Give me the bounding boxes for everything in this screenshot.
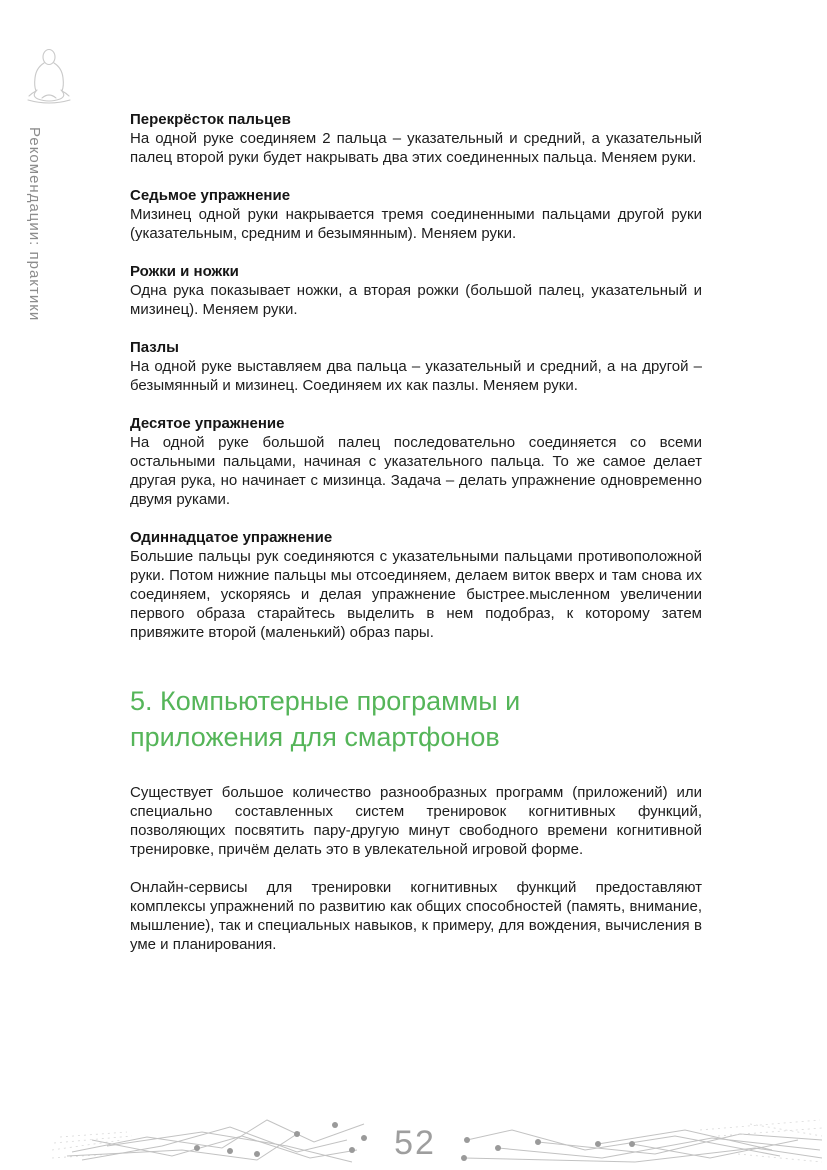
exercise-heading: Пазлы [130,339,179,356]
chapter-paragraph: Онлайн-сервисы для тренировки когнитивных функций предоставляют комплексы упражнений по развитию как общих способностей (память, внимание, мышление), так и специальных навыков, к примеру, для вождения, вычисления в уме и планирования. [130,879,702,953]
sidebar-section-label: Рекомендации: практики [26,127,43,322]
exercise-body: На одной руке большой палец последовательно соединяется со всеми остальными пальцами, начиная с указательного пальца. То же самое делает другая рука, но начинает с мизинца. Задача – делать упражнение одновременно двумя руками. [130,434,702,508]
exercise-section [130,528,702,642]
exercise-body: Большие пальцы рук соединяются с указательными пальцами противоположной руки. Потом нижние пальцы мы отсоединяем, делаем виток вверх и там снова их соединяем, ускоряясь и делая упражнение быстрее.мысленном увеличении первого образа старайтесь выделить в нем подобраз, к которому затем привяжите второй (маленький) образ пары. [130,548,702,641]
meditation-person-icon [24,48,74,113]
exercise-body: На одной руке выставляем два пальца – указательный и средний, а на другой – безымянный и мизинец. Соединяем их как пазлы. Меняем руки. [130,358,702,394]
exercise-heading: Седьмое упражнение [130,187,291,204]
chapter-title: 5. Компьютерные программы и приложения для смартфонов [130,686,521,752]
chapter-paragraph: Существует большое количество разнообразных программ (приложений) или специально составленных систем тренировок когнитивных функций, позволяющих посвятить пару-другую минут свободного времени когнитивной тренировке, причём делать это в увлекательной игровой форме. [130,784,702,858]
exercise-section [130,110,702,167]
exercise-heading: Перекрёсток пальцев [130,111,291,128]
page-number: 52 [394,1124,436,1162]
exercise-body: На одной руке соединяем 2 пальца – указательный и средний, а указательный палец второй руки будет накрывать два этих соединенных пальца. Меняем руки. [130,130,702,166]
exercise-heading: Рожки и ножки [130,263,239,280]
network-lines-decoration-left [52,1110,372,1170]
exercise-section [130,338,702,395]
exercise-body: Мизинец одной руки накрывается тремя соединенными пальцами другой руки (указательным, средним и безымянным). Меняем руки. [130,206,702,242]
exercise-body: Одна рука показывает ножки, а вторая рожки (большой палец, указательный и мизинец). Меняем руки. [130,282,702,318]
exercise-heading: Одиннадцатое упражнение [130,529,333,546]
exercise-section [130,186,702,243]
exercise-section [130,262,702,319]
exercise-heading: Десятое упражнение [130,415,285,432]
network-lines-decoration-right [450,1110,822,1170]
exercise-section [130,414,702,509]
main-content [130,110,702,954]
